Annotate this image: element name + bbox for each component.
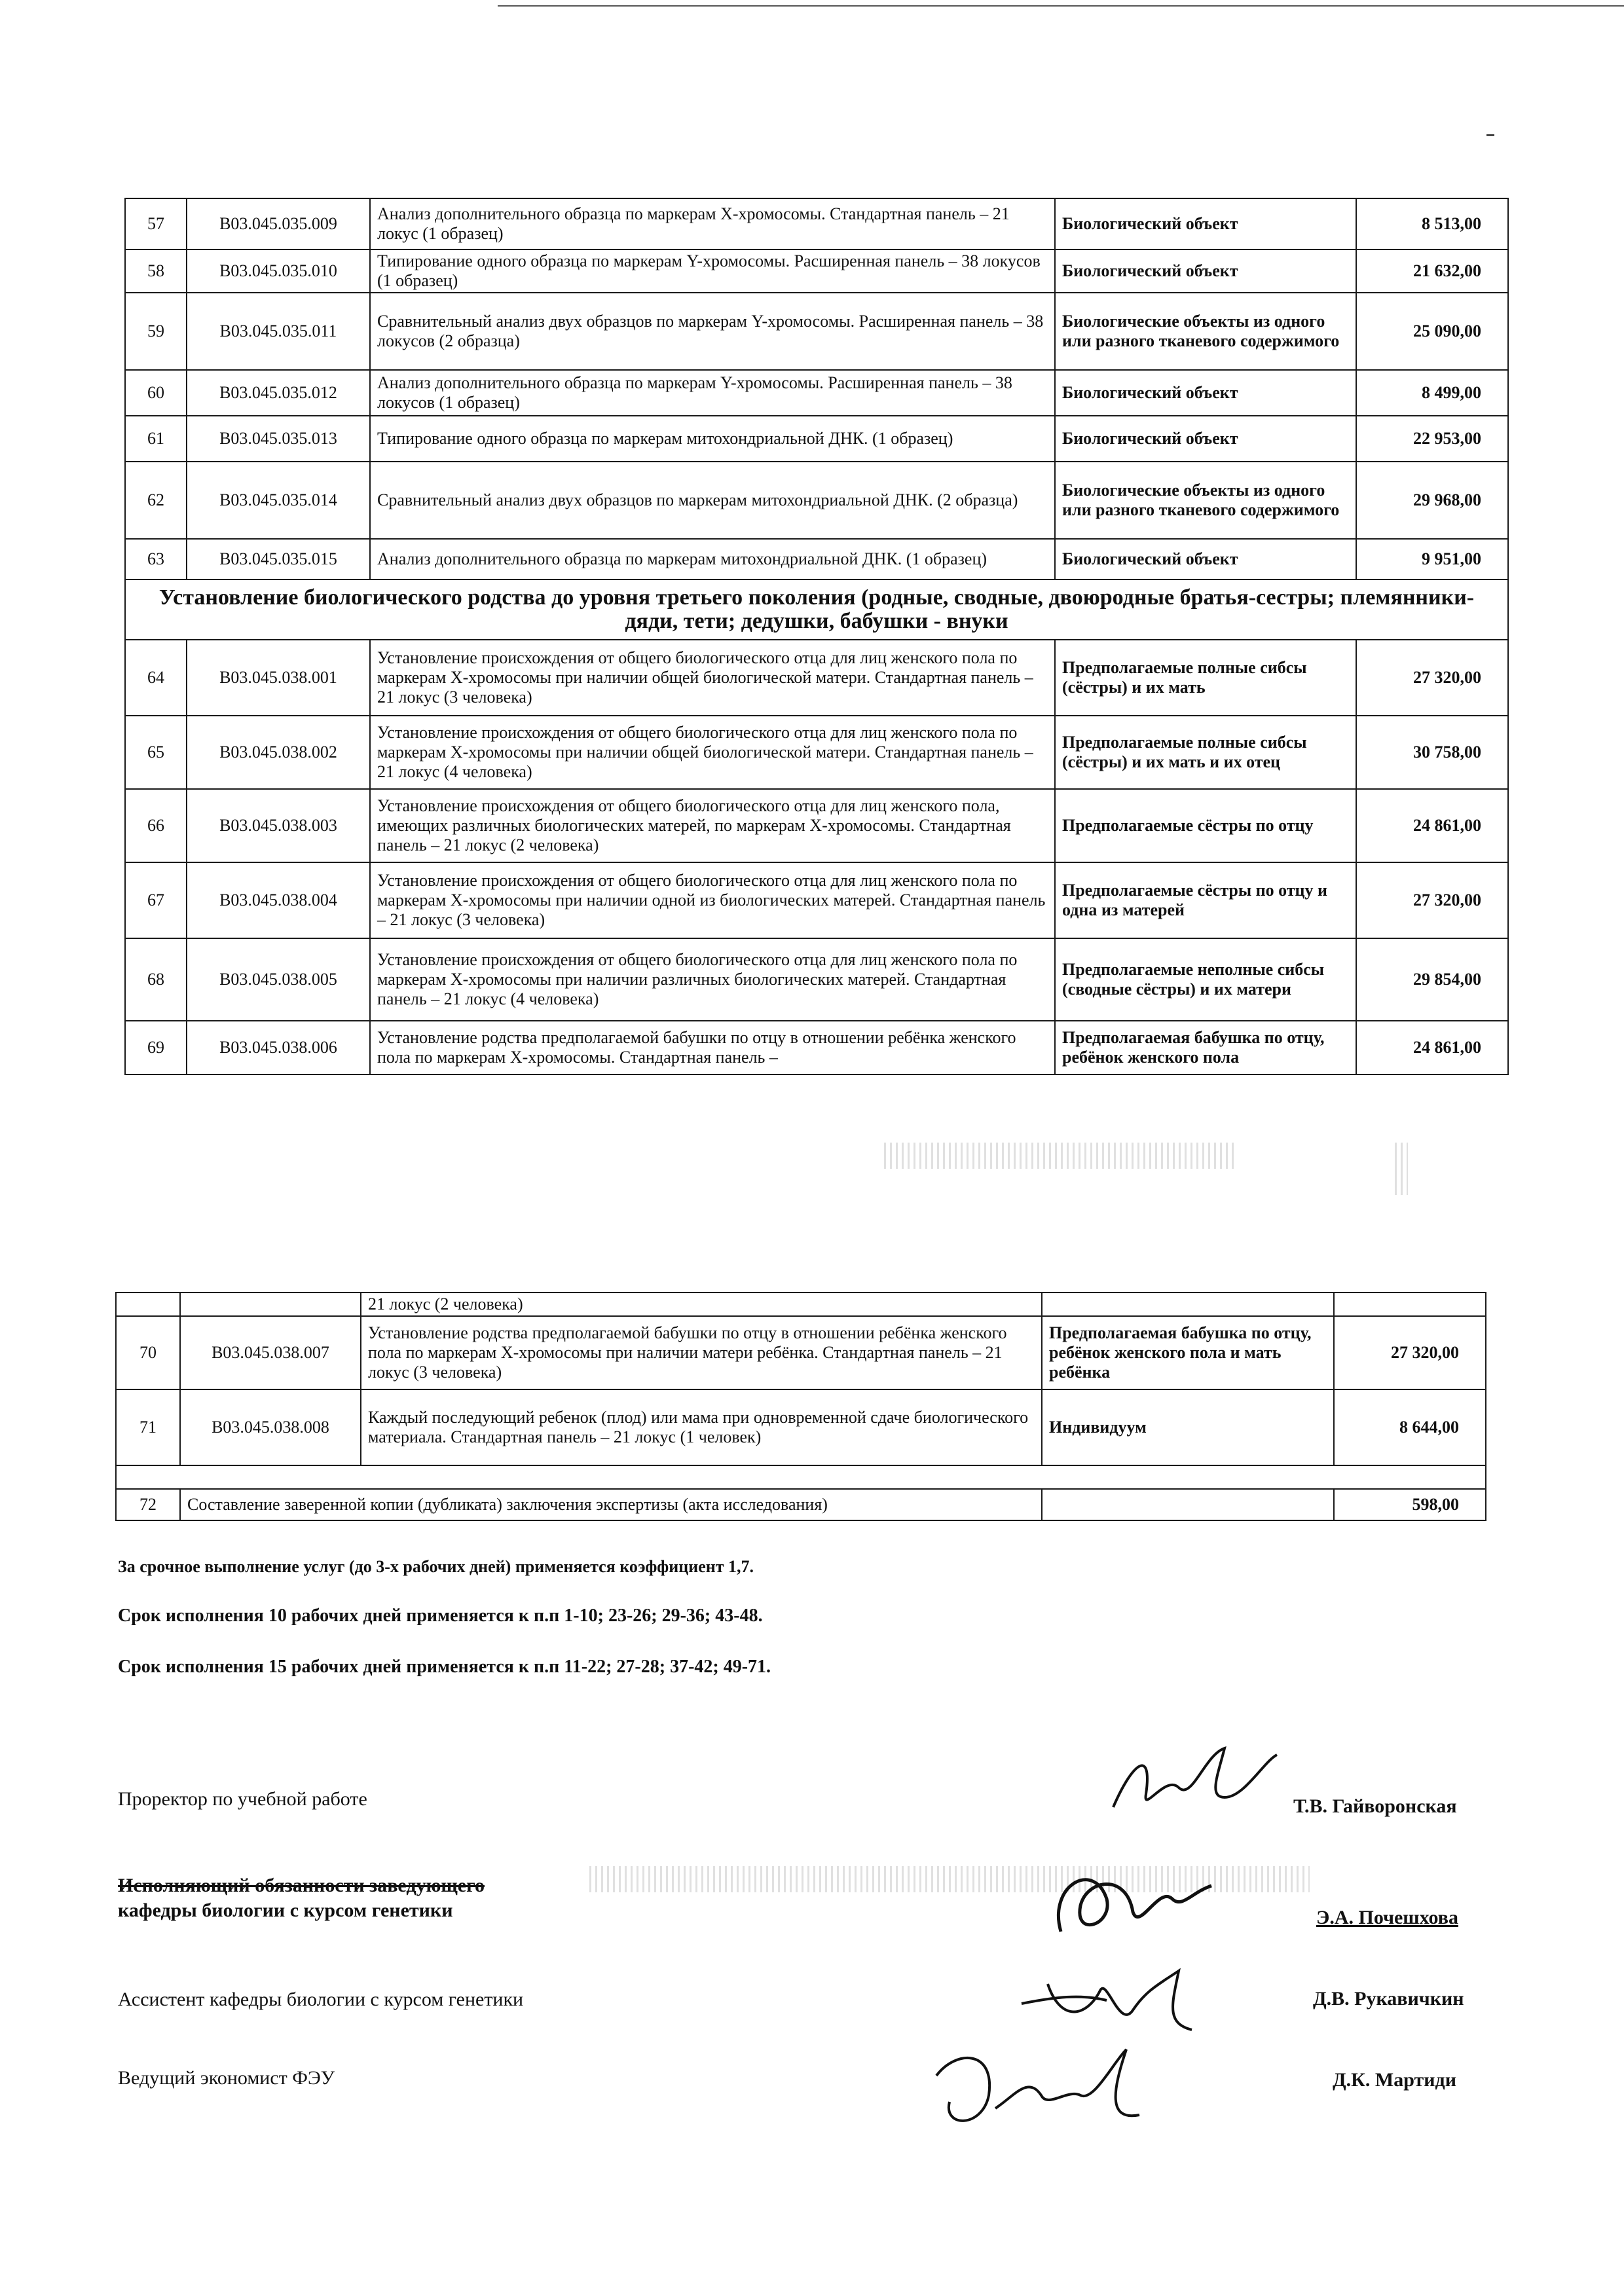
row-description: Составление заверенной копии (дубликата) заключения экспертизы (акта исследования) [180,1489,1042,1520]
service-code: В03.045.035.014 [187,462,370,539]
row-price: 27 320,00 [1356,862,1508,938]
research-object: Предполагаемые сёстры по отцу и одна из матерей [1055,862,1356,938]
table-row-63 [125,539,1508,579]
scan-smudge [884,1143,1238,1169]
service-code: В03.045.035.011 [187,293,370,370]
prorector-signature [1094,1735,1290,1827]
table-row-64 [125,640,1508,716]
research-object: Предполагаемая бабушка по отцу, ребёнок женского пола и мать ребёнка [1042,1316,1334,1389]
row-number: 70 [116,1316,180,1389]
price-table-part-1 [124,198,1509,1075]
scan-smudge [1395,1143,1408,1195]
table-row-70 [116,1316,1486,1389]
acting-role-line-2: кафедры биологии с курсом генетики [118,1900,453,1921]
table-row-58 [125,249,1508,293]
economist-role: Ведущий экономист ФЭУ [118,2067,335,2089]
row-description: Анализ дополнительного образца по маркерам Х-хромосомы. Стандартная панель – 21 локус (1 образец) [370,198,1055,249]
continuation-row [116,1293,1486,1316]
section-title: Установление биологического родства до уровня третьего поколения (родные, сводные, двоюродные братья-сестры; племянники-дяди, тети; дедушки, бабушки - внуки [125,579,1508,640]
row-number: 63 [125,539,187,579]
assistant-signature [1008,1958,1231,2043]
table-row-60 [125,370,1508,416]
assistant-role: Ассистент кафедры биологии с курсом генетики [118,1989,524,2010]
table-row-61 [125,416,1508,462]
row-description: Типирование одного образца по маркерам митохондриальной ДНК. (1 образец) [370,416,1055,462]
row-price: 29 968,00 [1356,462,1508,539]
row-number: 66 [125,789,187,862]
row-number: 58 [125,249,187,293]
row-price: 8 513,00 [1356,198,1508,249]
research-object: Биологический объект [1055,370,1356,416]
section-header-row [125,579,1508,640]
acting-name: Э.А. Почешхова [1316,1907,1458,1928]
row-price: 9 951,00 [1356,539,1508,579]
row-price: 24 861,00 [1356,789,1508,862]
table-row-65 [125,716,1508,789]
row-number: 59 [125,293,187,370]
row-number: 64 [125,640,187,716]
row-description: Установление происхождения от общего биологического отца для лиц женского пола по маркерам Х-хромосомы при наличии общей биологической матери. Стандартная панель – 21 локус (4 человека) [370,716,1055,789]
row-number: 60 [125,370,187,416]
row-description: Сравнительный анализ двух образцов по маркерам митохондриальной ДНК. (2 образца) [370,462,1055,539]
research-object: Предполагаемые полные сибсы (сёстры) и их мать [1055,640,1356,716]
service-code: В03.045.035.010 [187,249,370,293]
price-table-part-2 [115,1292,1486,1521]
research-object: Биологический объект [1055,539,1356,579]
research-object: Предполагаемые полные сибсы (сёстры) и их мать и их отец [1055,716,1356,789]
row-number: 65 [125,716,187,789]
row-number: 67 [125,862,187,938]
table-row-57 [125,198,1508,249]
urgent-note: За срочное выполнение услуг (до 3-х рабочих дней) применяется коэффициент 1,7. [118,1557,754,1576]
table-row-59 [125,293,1508,370]
row-number: 71 [116,1389,180,1465]
economist-signature [917,2036,1166,2141]
research-object: Предполагаемая бабушка по отцу, ребёнок женского пола [1055,1021,1356,1074]
research-object: Биологический объект [1055,249,1356,293]
research-object: Индивидуум [1042,1389,1334,1465]
row-description: Сравнительный анализ двух образцов по маркерам Y-хромосомы. Расширенная панель – 38 локусов (2 образца) [370,293,1055,370]
row-price: 8 499,00 [1356,370,1508,416]
row-price: 22 953,00 [1356,416,1508,462]
service-code: В03.045.038.008 [180,1389,361,1465]
row-number: 61 [125,416,187,462]
row-description: Установление происхождения от общего биологического отца для лиц женского пола по маркерам Х-хромосомы при наличии различных биологических матерей. Стандартная панель – 21 локус (4 человека) [370,938,1055,1021]
service-code: В03.045.038.007 [180,1316,361,1389]
research-object: Предполагаемые неполные сибсы (сводные сёстры) и их матери [1055,938,1356,1021]
service-code: В03.045.035.012 [187,370,370,416]
row-price: 24 861,00 [1356,1021,1508,1074]
row-description: Каждый последующий ребенок (плод) или мама при одновременной сдаче биологического материала. Стандартная панель – 21 локус (1 человек) [361,1389,1042,1465]
table-row-67 [125,862,1508,938]
row-description: Анализ дополнительного образца по маркерам митохондриальной ДНК. (1 образец) [370,539,1055,579]
scan-mark [1486,134,1494,136]
row-number: 68 [125,938,187,1021]
research-object: Биологические объекты из одного или разного тканевого содержимого [1055,293,1356,370]
row-price: 25 090,00 [1356,293,1508,370]
row-price: 21 632,00 [1356,249,1508,293]
prorector-role: Проректор по учебной работе [118,1788,367,1810]
continuation-text: 21 локус (2 человека) [361,1293,1042,1316]
row-number: 72 [116,1489,180,1520]
row-description: Установление происхождения от общего биологического отца для лиц женского пола по маркерам Х-хромосомы при наличии одной из биологических матерей. Стандартная панель – 21 локус (3 человека) [370,862,1055,938]
research-object: Биологический объект [1055,416,1356,462]
term-15-note: Срок исполнения 15 рабочих дней применяется к п.п 11-22; 27-28; 37-42; 49-71. [118,1657,771,1677]
table-row-62 [125,462,1508,539]
row-price: 598,00 [1334,1489,1486,1520]
row-description: Типирование одного образца по маркерам Y-хромосомы. Расширенная панель – 38 локусов (1 образец) [370,249,1055,293]
acting-signature [1035,1846,1231,1951]
economist-name: Д.К. Мартиди [1333,2069,1456,2091]
table-row-72 [116,1489,1486,1520]
service-code: В03.045.035.009 [187,198,370,249]
row-description: Анализ дополнительного образца по маркерам Y-хромосомы. Расширенная панель – 38 локусов (1 образец) [370,370,1055,416]
research-object: Биологический объект [1055,198,1356,249]
row-price: 8 644,00 [1334,1389,1486,1465]
row-price: 27 320,00 [1334,1316,1486,1389]
table-row-66 [125,789,1508,862]
acting-role-line-1: Исполняющий обязанности заведующего [118,1875,485,1896]
service-code: В03.045.035.015 [187,539,370,579]
spacer-row [116,1465,1486,1489]
service-code: В03.045.038.005 [187,938,370,1021]
research-object: Биологические объекты из одного или разного тканевого содержимого [1055,462,1356,539]
row-price: 29 854,00 [1356,938,1508,1021]
research-object: Предполагаемые сёстры по отцу [1055,789,1356,862]
row-description: Установление родства предполагаемой бабушки по отцу в отношении ребёнка женского пола по маркерам Х-хромосомы при наличии матери ребёнка. Стандартная панель – 21 локус (3 человека) [361,1316,1042,1389]
service-code: В03.045.038.001 [187,640,370,716]
prorector-name: Т.В. Гайворонская [1293,1795,1457,1817]
row-number: 62 [125,462,187,539]
term-10-note: Срок исполнения 10 рабочих дней применяется к п.п 1-10; 23-26; 29-36; 43-48. [118,1606,763,1626]
row-price: 30 758,00 [1356,716,1508,789]
row-price: 27 320,00 [1356,640,1508,716]
table-row-69 [125,1021,1508,1074]
row-number: 69 [125,1021,187,1074]
scan-top-edge [498,5,1624,7]
row-description: Установление родства предполагаемой бабушки по отцу в отношении ребёнка женского пола по маркерам Х-хромосомы. Стандартная панель – [370,1021,1055,1074]
service-code: В03.045.038.002 [187,716,370,789]
table-row-68 [125,938,1508,1021]
row-number: 57 [125,198,187,249]
service-code: В03.045.035.013 [187,416,370,462]
table-row-71 [116,1389,1486,1465]
row-description: Установление происхождения от общего биологического отца для лиц женского пола по маркерам Х-хромосомы при наличии общей биологической матери. Стандартная панель – 21 локус (3 человека) [370,640,1055,716]
service-code: В03.045.038.004 [187,862,370,938]
row-description: Установление происхождения от общего биологического отца для лиц женского пола, имеющих различных биологических матерей, по маркерам Х-хромосомы. Стандартная панель – 21 локус (2 человека) [370,789,1055,862]
scan-smudge [589,1866,1310,1892]
service-code: В03.045.038.003 [187,789,370,862]
service-code: В03.045.038.006 [187,1021,370,1074]
assistant-name: Д.В. Рукавичкин [1313,1988,1464,2010]
